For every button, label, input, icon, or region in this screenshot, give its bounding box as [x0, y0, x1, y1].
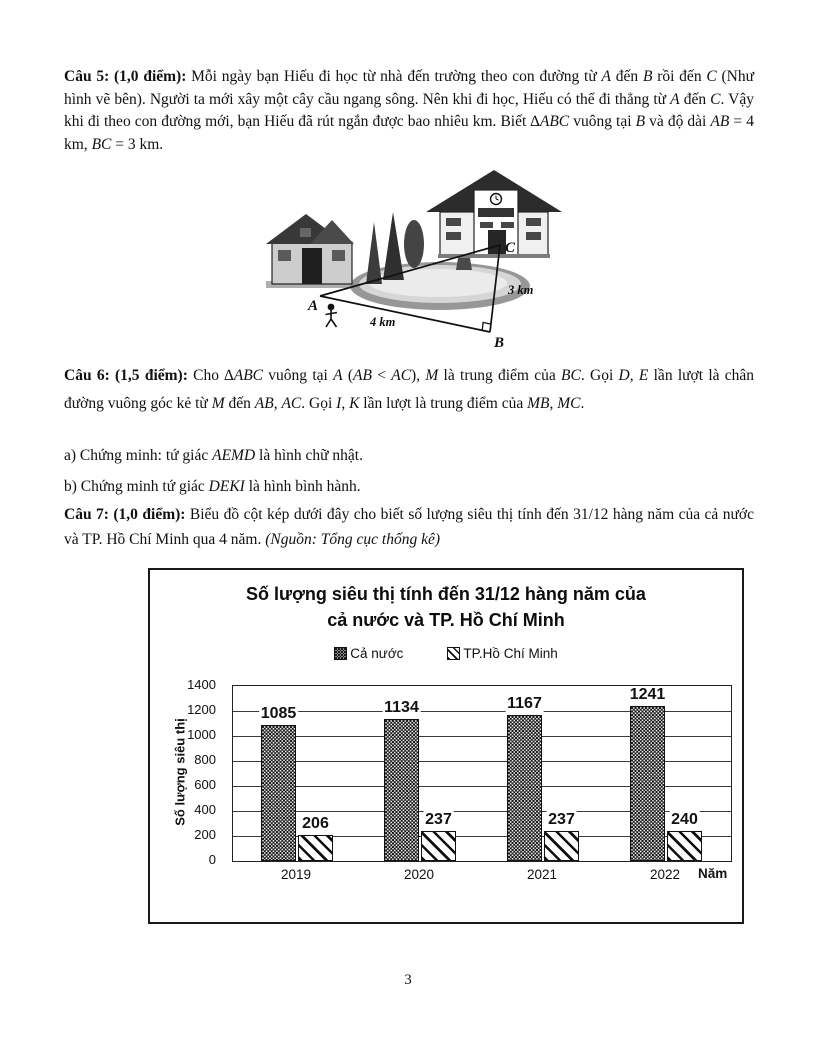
bar-ca-nuoc-2021: [507, 715, 542, 861]
side-bc-label: 3 km: [508, 283, 534, 297]
legend-label-ca-nuoc: Cả nước: [350, 646, 404, 661]
bar-value-ca-nuoc-2019: 1085: [260, 705, 297, 723]
chart-title-line2: cả nước và TP. Hồ Chí Minh: [327, 610, 565, 630]
supermarket-bar-chart: [148, 568, 744, 924]
bar-value-ca-nuoc-2020: 1134: [384, 699, 419, 717]
bar-ca-nuoc-2022: [630, 706, 665, 861]
bar-value-tphcm-2022: 240: [671, 811, 698, 828]
x-tick-2019: 2019: [280, 867, 312, 882]
x-axis-title: Năm: [698, 866, 728, 881]
legend-item-ca-nuoc: [334, 646, 403, 661]
person-illustration: [326, 304, 338, 327]
problem-6-text: Câu 6: (1,5 điểm): Cho ∆ABC vuông tại A (AB < AC), M là trung điểm của BC. Gọi D, E lần lượt là chân đường vuông góc kẻ từ M đến AB, AC. Gọi I, K lần lượt là trung điểm của MB, MC.: [64, 367, 755, 412]
x-tick-2020: 2020: [403, 867, 435, 882]
legend-label-tphcm: TP.Hồ Chí Minh: [463, 646, 558, 661]
bar-tphcm-2020: [421, 831, 456, 861]
chart-title-line1: Số lượng siêu thị tính đến 31/12 hàng năm của: [246, 584, 646, 604]
y-axis-ticks: [150, 677, 224, 867]
vertex-a-label: A: [308, 298, 319, 314]
problem-6-item-b: b) Chứng minh tứ giác DEKI là hình bình hành.: [64, 478, 361, 495]
dots-pattern-swatch-icon: [334, 647, 347, 660]
bar-value-ca-nuoc-2022: 1241: [629, 685, 666, 703]
bar-value-ca-nuoc-2021: 1167: [507, 695, 542, 713]
y-tick-400: 400: [194, 802, 216, 817]
bar-tphcm-2019: [298, 835, 333, 861]
y-tick-600: 600: [194, 777, 216, 792]
y-axis-title: Số lượng siêu thị: [172, 718, 188, 826]
y-tick-1000: 1000: [187, 727, 216, 742]
problem-7-text: Câu 7: (1,0 điểm): Biểu đồ cột kép dưới đây cho biết số lượng siêu thị tính đến 31/12 hàng năm của cả nước và TP. Hồ Chí Minh qua 4 năm. (Nguồn: Tổng cục thống kê): [64, 506, 754, 548]
bar-value-tphcm-2019: 206: [302, 815, 329, 833]
legend-item-tphcm: [447, 646, 557, 661]
problem-5-figure: [258, 166, 582, 350]
page-number: 3: [404, 972, 412, 988]
vertex-c-label: C: [505, 240, 516, 256]
x-tick-2021: 2021: [526, 867, 558, 882]
bar-ca-nuoc-2019: [261, 725, 296, 861]
bar-tphcm-2022: [667, 831, 702, 861]
vertex-b-label: B: [494, 335, 505, 350]
problem-5-text: Câu 5: (1,0 điểm): Mỗi ngày bạn Hiếu đi học từ nhà đến trường theo con đường từ A đến B rồi đến C (Như hình vẽ bên). Người ta mới xây một cây cầu ngang sông. Nên khi đi học, Hiếu có thể đi thẳng từ A đến C. Vậy khi đi theo con đường mới, bạn Hiếu đã rút ngắn được bao nhiêu km. Biết ∆ABC vuông tại B và độ dài AB = 4 km, BC = 3 km.: [64, 68, 754, 153]
x-axis: [232, 867, 730, 887]
chart-legend: [150, 646, 742, 661]
y-tick-1200: 1200: [187, 702, 216, 717]
y-tick-0: 0: [208, 852, 216, 867]
bar-tphcm-2021: [544, 831, 579, 861]
school-illustration: [426, 170, 562, 258]
bar-ca-nuoc-2020: [384, 719, 419, 861]
diagonal-pattern-swatch-icon: [447, 647, 460, 660]
plot-area: [232, 685, 732, 862]
chart-title: [150, 581, 742, 633]
bar-value-tphcm-2021: 237: [548, 811, 575, 829]
problem-6-item-a: a) Chứng minh: tứ giác AEMD là hình chữ nhật.: [64, 447, 363, 464]
y-tick-800: 800: [194, 752, 216, 767]
y-tick-200: 200: [194, 827, 216, 842]
x-tick-2022: 2022: [649, 867, 681, 882]
bar-value-tphcm-2020: 237: [425, 811, 452, 829]
house-illustration: [266, 214, 354, 284]
side-ab-label: 4 km: [370, 315, 396, 329]
y-tick-1400: 1400: [187, 677, 216, 692]
